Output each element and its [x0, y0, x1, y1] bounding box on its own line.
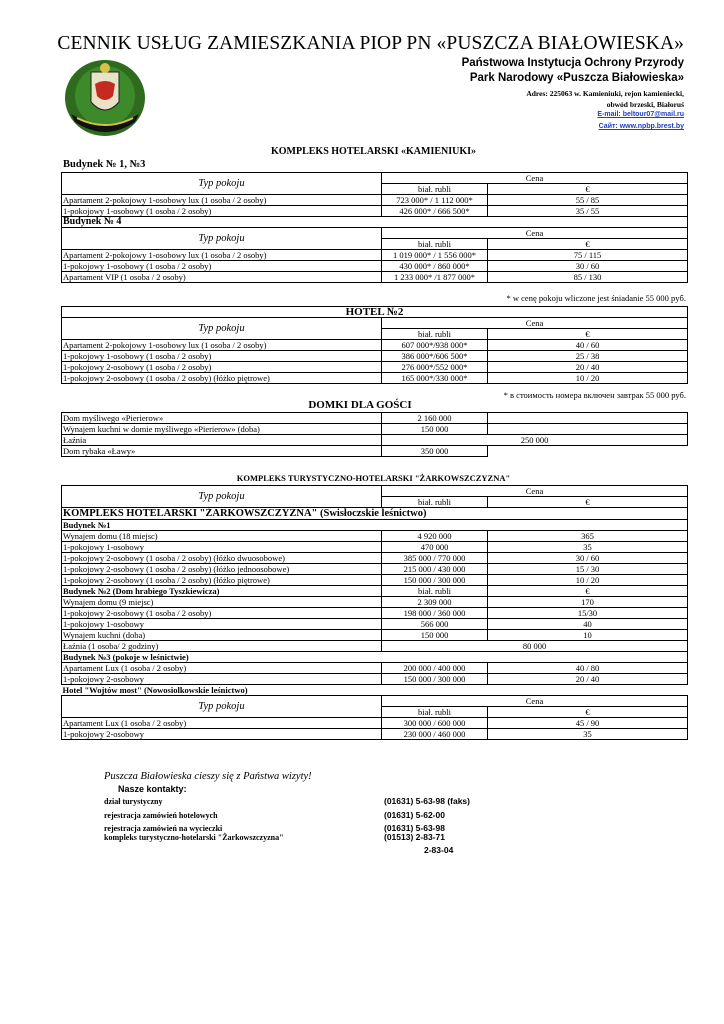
table-row: 1-pokojowy 2-osobowy 150 000 / 300 000 20 / 40 — [62, 674, 688, 685]
table-row: Wynajem domu (18 miejsc) 4 920 000 365 — [62, 531, 688, 542]
domki-title: DOMKI DLA GOŚCI — [308, 399, 412, 411]
table-row: 1-pokojowy 2-osobowy (1 osoba / 2 osoby) 276 000*/552 000* 20 / 40 — [62, 362, 688, 373]
park-emblem-logo — [61, 52, 149, 142]
table-row: Apartament 2-pokojowy 1-osobowy lux (1 osoba / 2 osoby) 1 019 000* / 1 556 000* 75 / 115 — [62, 250, 688, 261]
budynek-4-title: Budynek № 4 — [62, 217, 688, 228]
budynek-2-title: Budynek №2 (Dom hrabiego Tyszkiewicza) — [62, 586, 382, 597]
table-row: 1-pokojowy 1-osobowy (1 osoba / 2 osoby) 430 000* / 860 000* 30 / 60 — [62, 261, 688, 272]
table-row: Łaźnia 250 000 — [62, 435, 688, 446]
zarkowszczyzna-table: Typ pokoju Cena biał. rubli € KOMPLEKS HOTELARSKI "ŻARKOWSZCZYZNA" (Swisłoczskie leśnictwo) Budynek №1 Wynajem domu (18 miejsc) 4 920 000 365 1-pokojowy 1-osobowy 470 000 35 1-pokojowy 2-osobowy (1 osoba / 2 osoby) (łóżko dwuosobowe) 385 000 / 770 000 30 / 60 1-pokojowy 2-osobowy (1 osoba / 2 osoby) (łóżko jednoosobowe) 215 000 / 430 000 15 / 30 1-pokojowy 2-osobowy (1 osoba / 2 osoby) (łóżko piętrowe) 150 000 / 300 000 10 / 20 Budynek №2 (Dom hrabiego Tyszkiewicza) biał. rubli € Wynajem domu (9 miejsc) 2 309 000 170 1-pokojowy 2-osobowy (1 osoba / 2 osoby) 198 000 / 360 000 15/30 1-pokojowy 1-osobowy 566 000 40 Wynajem kuchni (doba) 150 000 10 Łaźnia (1 osoba/ 2 godziny) 80 000 Budynek №3 (pokoje w leśnictwie) Apartament Lux (1 osoba / 2 osoby) 200 000 / 400 000 40 / 80 1-pokojowy 2-osobowy 150 000 / 300 000 20 / 40 Hotel "Wojtów most" (Nowosiolkowskie leśnictwo) Typ pokoju Cena biał. rubli € Apartament Lux (1 osoba / 2 osoby) 300 000 / 600 000 45 / 90 1-pokojowy 2-osobowy 230 000 / 460 000 35 — [61, 485, 688, 740]
address-line-1: Adres: 225063 w. Kamieniuki, rejon kamieniecki, — [526, 89, 684, 98]
contact-label: rejestracja zamówień na wycieczki — [104, 824, 223, 833]
table-row: 1-pokojowy 1-osobowy (1 osoba / 2 osoby) 426 000* / 666 500* 35 / 55 — [62, 206, 688, 217]
page-title: CENNIK USŁUG ZAMIESZKANIA PIOP PN «PUSZCZA BIAŁOWIESKA» — [57, 33, 684, 54]
header-eur: € — [488, 184, 688, 195]
hotel-2-table: HOTEL №2 Typ pokoju Cena biał. rubli € Apartament 2-pokojowy 1-osobowy lux (1 osoba / 2 osoby) 607 000*/938 000* 40 / 60 1-pokojowy 1-osobowy (1 osoba / 2 osoby) 386 000*/606 500* 25 / 38 1-pokojowy 2-osobowy (1 osoba / 2 osoby) 276 000*/552 000* 20 / 40 1-pokojowy 2-osobowy (1 osoba / 2 osoby) (łóżko piętrowe) 165 000*/330 000* 10 / 20 — [61, 306, 688, 384]
table-row: 1-pokojowy 2-osobowy 230 000 / 460 000 35 — [62, 729, 688, 740]
contact-phone: (01631) 5-63-98 (faks) — [384, 796, 470, 806]
contacts-heading: Nasze kontakty: — [118, 784, 187, 794]
table-row: Wynajem kuchni w domie myśliwego «Pierierow» (doba) 150 000 — [62, 424, 688, 435]
table-row: 1-pokojowy 1-osobowy 566 000 40 — [62, 619, 688, 630]
email-link[interactable]: E-mail: beltour07@mail.ru — [597, 111, 684, 118]
section-heading-zarkowszczyzna: KOMPLEKS TURYSTYCZNO-HOTELARSKI "ŻARKOWSZCZYZNA" — [236, 473, 511, 483]
kamieniuki-table: Typ pokoju Cena biał. rubli € Apartament 2-pokojowy 1-osobowy lux (1 osoba / 2 osoby) 723 000* / 1 112 000* 55 / 85 1-pokojowy 1-osobowy (1 osoba / 2 osoby) 426 000* / 666 500* 35 / 55 Budynek № 4 Typ pokoju Cena biał. rubli € Apartament 2-pokojowy 1-osobowy lux (1 osoba / 2 osoby) 1 019 000* / 1 556 000* 75 / 115 1-pokojowy 1-osobowy (1 osoba / 2 osoby) 430 000* / 860 000* 30 / 60 Apartament VIP (1 osoba / 2 osoby) 1 233 000* /1 877 000* 85 / 130 — [61, 172, 688, 283]
budynek-1-3-title: Budynek № 1, №3 — [63, 159, 146, 170]
hotel-2-title: HOTEL №2 — [62, 307, 688, 318]
header-typ: Typ pokoju — [62, 173, 382, 195]
contact-label: dział turystyczny — [104, 797, 163, 806]
table-row: Łaźnia (1 osoba/ 2 godziny) 80 000 — [62, 641, 688, 652]
header-cena: Cena — [382, 173, 688, 184]
domki-table — [61, 412, 688, 457]
table-row: Wynajem kuchni (doba) 150 000 10 — [62, 630, 688, 641]
header-rub: biał. rubli — [382, 184, 488, 195]
header-typ: Typ pokoju — [62, 228, 382, 250]
contact-phone: (01631) 5-62-00 — [384, 810, 445, 820]
table-row: Dom rybaka «Ławy» 350 000 — [62, 446, 688, 457]
breakfast-note-2: * в стоимость номера включен завтрак 55 000 руб. — [503, 390, 686, 400]
address-line-2: obwód brzeski, Białoruś — [606, 100, 684, 109]
zarkowszczyzna-subtitle: KOMPLEKS HOTELARSKI "ŻARKOWSZCZYZNA" (Swisłoczskie leśnictwo) — [62, 508, 688, 520]
table-row: 1-pokojowy 2-osobowy (1 osoba / 2 osoby) 198 000 / 360 000 15/30 — [62, 608, 688, 619]
table-row: 1-pokojowy 2-osobowy (1 osoba / 2 osoby) (łóżko jednoosobowe) 215 000 / 430 000 15 / 30 — [62, 564, 688, 575]
contact-label: kompleks turystyczno-hotelarski "Żarkowszczyzna" — [104, 833, 284, 842]
breakfast-note-1: * w cenę pokoju wliczone jest śniadanie 55 000 pyб. — [506, 293, 686, 303]
table-row: 1-pokojowy 2-osobowy (1 osoba / 2 osoby) (łóżko piętrowe) 165 000*/330 000* 10 / 20 — [62, 373, 688, 384]
contact-label: rejestracja zamówień hotelowych — [104, 811, 218, 820]
table-row: Apartament 2-pokojowy 1-osobowy lux (1 osoba / 2 osoby) 607 000*/938 000* 40 / 60 — [62, 340, 688, 351]
park-name: Park Narodowy «Puszcza Białowieska» — [469, 72, 684, 84]
table-row: Apartament Lux (1 osoba / 2 osoby) 300 000 / 600 000 45 / 90 — [62, 718, 688, 729]
table-row: 1-pokojowy 1-osobowy (1 osoba / 2 osoby) 386 000*/606 500* 25 / 38 — [62, 351, 688, 362]
budynek-1-title: Budynek №1 — [62, 520, 688, 531]
contact-phone: (01513) 2-83-71 — [384, 832, 445, 842]
table-row: Apartament VIP (1 osoba / 2 osoby) 1 233 000* /1 877 000* 85 / 130 — [62, 272, 688, 283]
table-row: Dom myśliwego «Pierierow» 2 160 000 — [62, 413, 688, 424]
table-row: 1-pokojowy 2-osobowy (1 osoba / 2 osoby) (łóżko piętrowe) 150 000 / 300 000 10 / 20 — [62, 575, 688, 586]
budynek-3-title: Budynek №3 (pokoje w leśnictwie) — [62, 652, 688, 663]
contact-phone-2: 2-83-04 — [424, 845, 454, 855]
slogan: Puszcza Białowieska cieszy się z Państwa wizyty! — [104, 771, 312, 782]
hotel-wojtow-most-title: Hotel "Wojtów most" (Nowosiolkowskie leśnictwo) — [62, 685, 688, 696]
contact-phone: (01631) 5-63-98 — [384, 823, 445, 833]
org-name: Państwowa Instytucja Ochrony Przyrody — [461, 57, 684, 69]
table-row: 1-pokojowy 1-osobowy 470 000 35 — [62, 542, 688, 553]
table-row: Wynajem domu (9 miejsc) 2 309 000 170 — [62, 597, 688, 608]
section-heading-kamieniuki: KOMPLEKS HOTELARSKI «KAMIENIUKI» — [270, 146, 477, 157]
table-row: 1-pokojowy 2-osobowy (1 osoba / 2 osoby) (łóżko dwuosobowe) 385 000 / 770 000 30 / 60 — [62, 553, 688, 564]
table-row: Apartament Lux (1 osoba / 2 osoby) 200 000 / 400 000 40 / 80 — [62, 663, 688, 674]
table-row: Apartament 2-pokojowy 1-osobowy lux (1 osoba / 2 osoby) 723 000* / 1 112 000* 55 / 85 — [62, 195, 688, 206]
website-link[interactable]: Сайт: www.npbp.brest.by — [598, 123, 684, 130]
